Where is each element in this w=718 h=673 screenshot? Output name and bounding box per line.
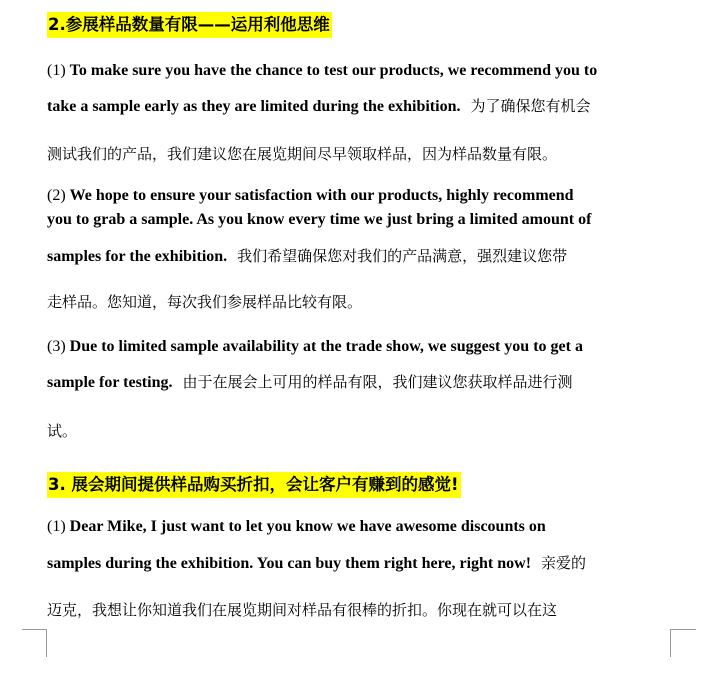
s2-item3-line3-zh: 试。 xyxy=(47,422,78,440)
s3-item1-number: (1) xyxy=(47,518,70,535)
crop-mark-left-vertical xyxy=(46,629,47,657)
s2-item2-line1 xyxy=(47,186,574,206)
s2-item1-line3 xyxy=(47,144,557,165)
s3-item1-line2-en: samples during the exhibition. You can buy them right here, right now! xyxy=(47,555,532,572)
crop-mark-left-horizontal xyxy=(22,629,46,630)
s2-item1-line2-zh: 为了确保您有机会 xyxy=(470,97,591,115)
section-3-heading xyxy=(47,472,461,498)
s2-item2-line1-text: We hope to ensure your satisfaction with our products, highly recommend xyxy=(69,187,574,204)
s2-item1-line2-en: take a sample early as they are limited during the exhibition. xyxy=(47,98,461,115)
s2-item2-line2-text: you to grab a sample. As you know every time we just bring a limited amount of xyxy=(47,211,592,228)
section-3-heading-text: 3. 展会期间提供样品购买折扣，会让客户有赚到的感觉! xyxy=(48,475,459,494)
s2-item3-line2-zh: 由于在展会上可用的样品有限，我们建议您获取样品进行测 xyxy=(182,373,573,391)
s2-item2-line3 xyxy=(47,246,567,267)
section-2-heading-text: 2.参展样品数量有限——运用利他思维 xyxy=(48,15,330,34)
s2-item1-line2 xyxy=(47,96,590,117)
s2-item1-number: (1) xyxy=(47,62,70,79)
s2-item1-line1-text: To make sure you have the chance to test our products, we recommend you to xyxy=(69,62,598,79)
s2-item3-line2 xyxy=(47,372,572,393)
s3-item1-line1-text: Dear Mike, I just want to let you know we have awesome discounts on xyxy=(69,518,546,535)
section-2-heading xyxy=(47,12,332,38)
s2-item3-line3 xyxy=(47,421,77,442)
s2-item2-line3-zh: 我们希望确保您对我们的产品满意，强烈建议您带 xyxy=(237,247,568,265)
s3-item1-line2 xyxy=(47,553,586,574)
s2-item3-line1-text: Due to limited sample availability at the trade show, we suggest you to get a xyxy=(69,338,583,355)
crop-mark-right-horizontal xyxy=(670,629,696,630)
s2-item2-line3-en: samples for the exhibition. xyxy=(47,248,228,265)
s2-item2-number: (2) xyxy=(47,187,70,204)
s3-item1-line3 xyxy=(47,600,557,621)
crop-mark-right-vertical xyxy=(670,629,671,657)
s3-item1-line2-zh: 亲爱的 xyxy=(541,554,587,572)
s2-item3-number: (3) xyxy=(47,338,70,355)
s2-item1-line3-zh: 测试我们的产品，我们建议您在展览期间尽早领取样品，因为样品数量有限。 xyxy=(47,145,558,163)
s2-item2-line4-zh: 走样品。您知道，每次我们参展样品比较有限。 xyxy=(47,293,363,311)
s3-item1-line3-zh: 迈克，我想让你知道我们在展览期间对样品有很棒的折扣。你现在就可以在这 xyxy=(47,601,558,619)
s3-item1-line1 xyxy=(47,517,546,537)
s2-item3-line1 xyxy=(47,337,583,357)
s2-item2-line4 xyxy=(47,292,362,313)
s2-item2-line2 xyxy=(47,210,591,230)
s2-item3-line2-en: sample for testing. xyxy=(47,374,173,391)
s2-item1-line1 xyxy=(47,61,597,81)
